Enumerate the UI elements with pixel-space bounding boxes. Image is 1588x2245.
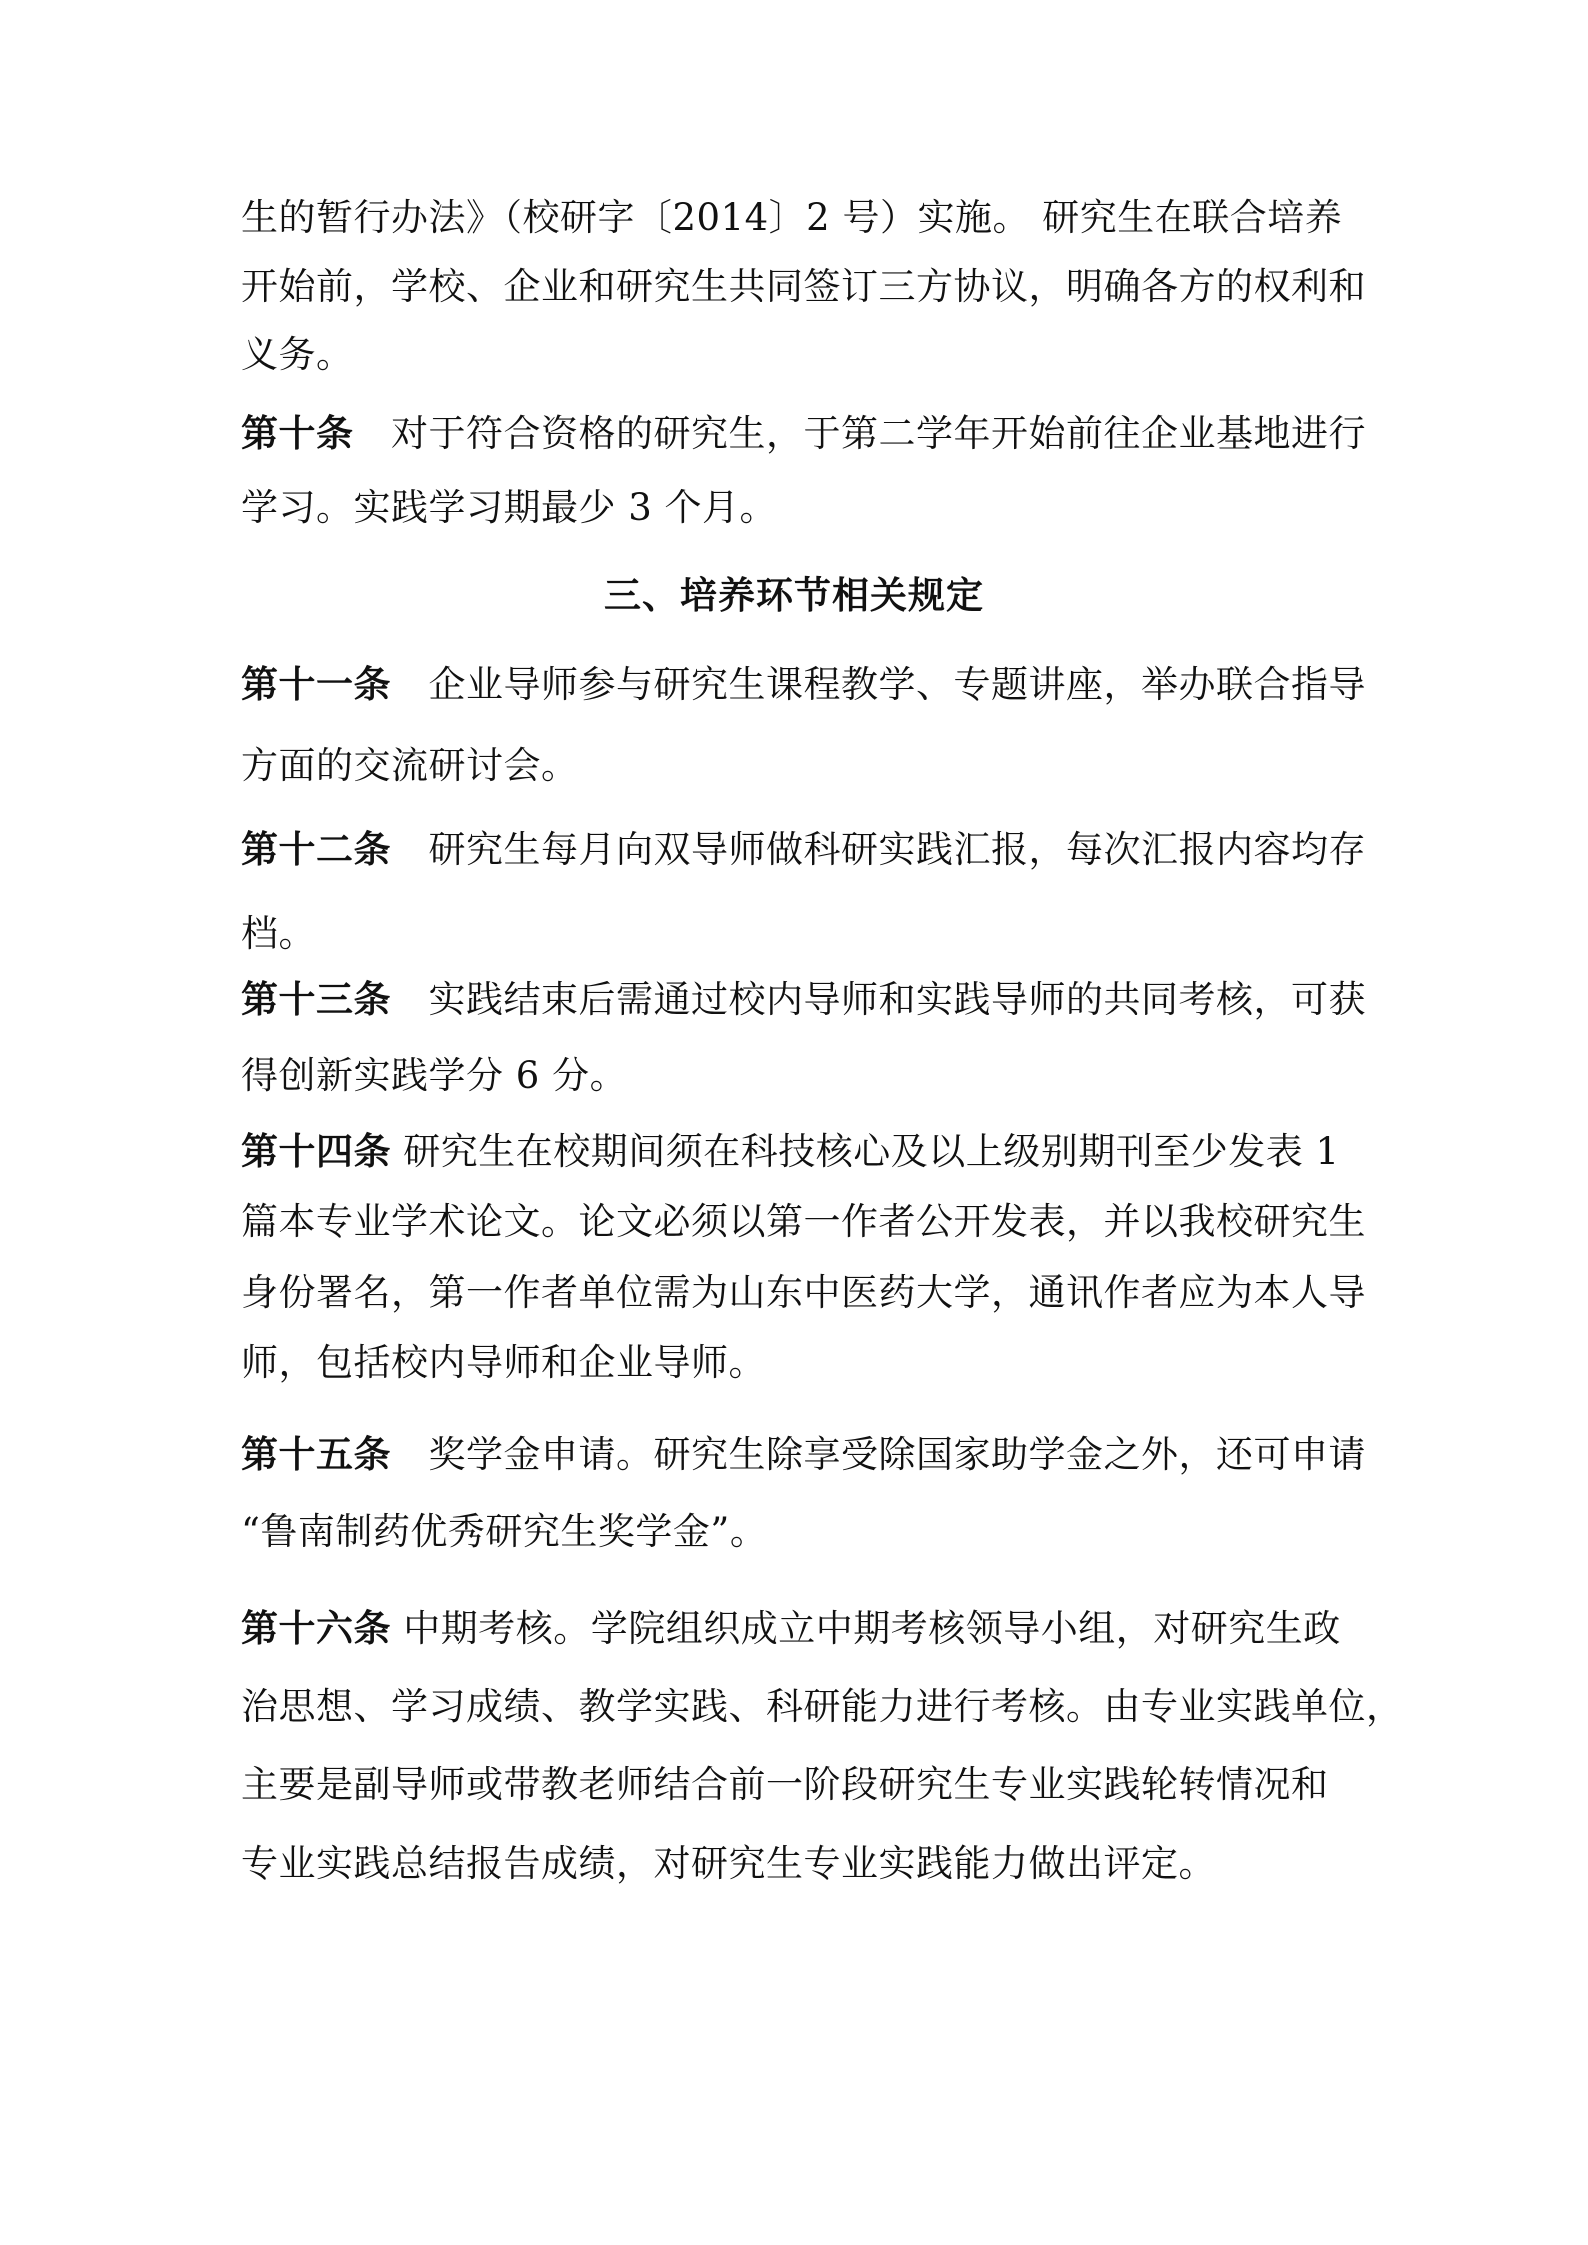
section-heading: 三、培养环节相关规定 — [604, 573, 984, 617]
article-text: 身份署名，第一作者单位需为山东中医药大学，通讯作者应为本人导 — [241, 1271, 1366, 1314]
article-13-first-line — [241, 976, 1366, 1024]
article-12-first-line — [241, 826, 1366, 874]
article-text: 研究生在校期间须在科技核心及以上级别期刊至少发表 1 — [391, 1130, 1340, 1173]
article-text: 主要是副导师或带教老师结合前一阶段研究生专业实践轮转情况和 — [241, 1763, 1329, 1806]
article-label: 第十二条 — [241, 828, 391, 871]
intro-line: 开始前，学校、企业和研究生共同签订三方协议，明确各方的权利和 — [241, 265, 1366, 308]
article-text: 研究生每月向双导师做科研实践汇报，每次汇报内容均存 — [391, 828, 1366, 871]
intro-line: 义务。 — [241, 333, 354, 376]
article-text: 中期考核。学院组织成立中期考核领导小组，对研究生政 — [391, 1607, 1341, 1650]
article-label: 第十三条 — [241, 978, 391, 1021]
article-text: 方面的交流研讨会。 — [241, 744, 579, 787]
article-11-first-line — [241, 661, 1366, 709]
intro-line: 生的暂行办法》（校研字〔2014〕2 号）实施。 研究生在联合培养 — [241, 196, 1343, 239]
article-text: 奖学金申请。研究生除享受除国家助学金之外，还可申请 — [391, 1433, 1366, 1476]
article-label: 第十四条 — [241, 1130, 391, 1173]
article-text: 篇本专业学术论文。论文必须以第一作者公开发表，并以我校研究生 — [241, 1200, 1366, 1243]
article-10-first-line — [241, 410, 1366, 458]
article-text: 专业实践总结报告成绩，对研究生专业实践能力做出评定。 — [241, 1842, 1216, 1885]
article-text: 企业导师参与研究生课程教学、专题讲座，举办联合指导 — [391, 663, 1366, 706]
article-text: 治思想、学习成绩、教学实践、科研能力进行考核。由专业实践单位， — [241, 1685, 1404, 1728]
article-label: 第十条 — [241, 412, 354, 455]
article-label: 第十一条 — [241, 663, 391, 706]
article-text: 实践结束后需通过校内导师和实践导师的共同考核，可获 — [391, 978, 1366, 1021]
article-text: 档。 — [241, 912, 316, 955]
article-16-first-line — [241, 1605, 1341, 1653]
article-text: “鲁南制药优秀研究生奖学金”。 — [241, 1510, 768, 1553]
article-15-first-line — [241, 1431, 1366, 1479]
article-text: 学习。实践学习期最少 3 个月。 — [241, 486, 778, 529]
article-text: 师，包括校内导师和企业导师。 — [241, 1341, 766, 1384]
article-14-first-line — [241, 1128, 1340, 1176]
article-label: 第十六条 — [241, 1607, 391, 1650]
article-text: 得创新实践学分 6 分。 — [241, 1054, 628, 1097]
article-label: 第十五条 — [241, 1433, 391, 1476]
article-text: 对于符合资格的研究生，于第二学年开始前往企业基地进行 — [353, 412, 1366, 455]
